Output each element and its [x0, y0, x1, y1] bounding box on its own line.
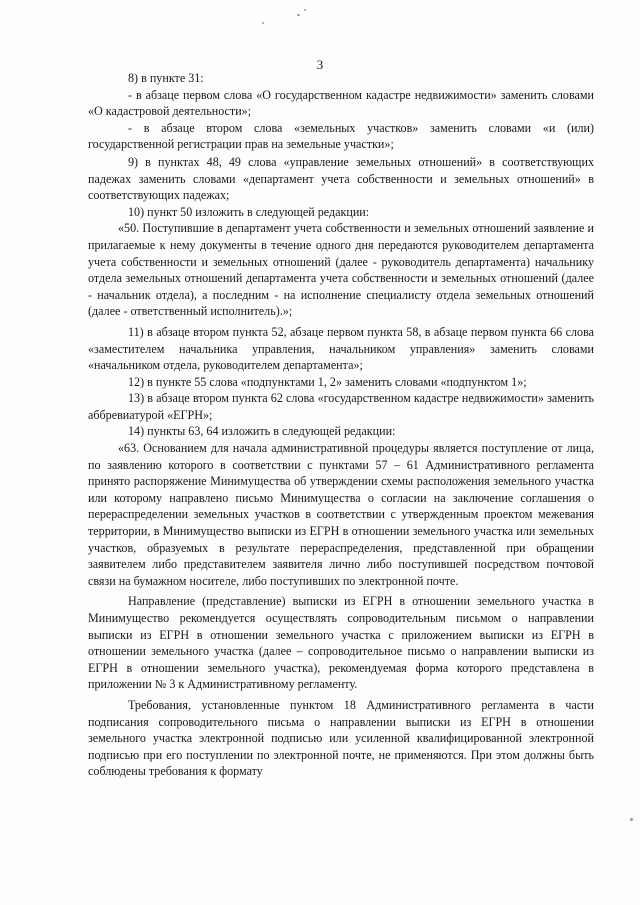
paragraph-item-8-sub1: - в абзаце первом слова «О государственном кадастре недвижимости» заменить словами «О кадастровой деятельности»; — [88, 87, 594, 119]
paragraph-requirements: Требования, установленные пунктом 18 Административного регламента в части подписания сопроводительного письма о направлении выписки из ЕГРН в отношении земельного участка электронной подписью или усиленной квалифицированной электронной подписью при его поступлении по электронной почте, не применяются. При этом должны быть соблюдены требования к формату — [88, 697, 594, 779]
scan-speck — [262, 22, 264, 24]
scan-speck — [630, 818, 633, 821]
paragraph-item-8-sub2: - в абзаце втором слова «земельных участков» заменить словами «и (или) государственной регистрации прав на земельные участки»; — [88, 120, 594, 152]
paragraph-item-11: 11) в абзаце втором пункта 52, абзаце первом пункта 58, в абзаце первом пункта 66 слова «заместителем начальника управления, начальником управления» заменить словами «начальником отдела, руководителем департамента»; — [88, 324, 594, 373]
paragraph-direction: Направление (представление) выписки из ЕГРН в отношении земельного участка в Минимущество рекомендуется осуществлять сопроводительным письмом о направлении выписки из ЕГРН в отношении земельного участка с приложением выписки из ЕГРН в отношении земельного участка (далее – сопроводительное письмо о направлении выписки из ЕГРН в отношении земельного участка), рекомендуемая форма которого представлена в приложении № 3 к Административному регламенту. — [88, 594, 594, 692]
paragraph-item-10: 10) пункт 50 изложить в следующей редакции: — [128, 204, 370, 219]
scan-speck — [304, 9, 306, 11]
paragraph-item-8: 8) в пункте 31: — [128, 71, 204, 85]
page-number: 3 — [316, 57, 324, 72]
document-body — [88, 70, 594, 780]
scan-speck — [297, 14, 300, 16]
paragraph-point-50: «50. Поступившие в департамент учета собственности и земельных отношений заявление и прилагаемые к нему документы в течение одного дня передаются руководителем департамента учета собственности и земельных отношений (далее - руководитель департамента) начальнику отдела земельных отношений департамента учета собственности и земельных отношений (далее - начальник отдела), а последним - на исполнение специалисту отдела земельных отношений (далее - ответственный исполнитель).»; — [88, 221, 594, 319]
paragraph-item-9: 9) в пунктах 48, 49 слова «управление земельных отношений» в соответствующих падежах заменить словами «департамент учета собственности и земельных отношений» в соответствующих падежах; — [88, 154, 594, 203]
paragraph-item-14: 14) пункты 63, 64 изложить в следующей редакции: — [128, 424, 396, 439]
paragraph-point-63: «63. Основанием для начала административной процедуры является поступление от лица, по заявлению которого в соответствии с пунктами 57 – 61 Административного регламента принято распоряжение Минимущества об утверждении схемы расположения земельного участка или которому направлено письмо Минимущества о согласии на заключение соглашения о перераспределении земельных участков в соответствии с утвержденным проектом межевания территории, в Минимущество выписки из ЕГРН в отношении земельного участка или земельных участков, образуемых в результате перераспределения, представленной при обращении заявителем либо представителем заявителя лично либо поступившей посредством почтовой связи на бумажном носителе, либо поступивших по электронной почте. — [88, 441, 594, 588]
paragraph-item-12: 12) в пункте 55 слова «подпунктами 1, 2» заменить словами «подпунктом 1»; — [128, 374, 527, 389]
paragraph-item-13: 13) в абзаце втором пункта 62 слова «государственном кадастре недвижимости» заменить аббревиатурой «ЕГРН»; — [88, 391, 594, 422]
